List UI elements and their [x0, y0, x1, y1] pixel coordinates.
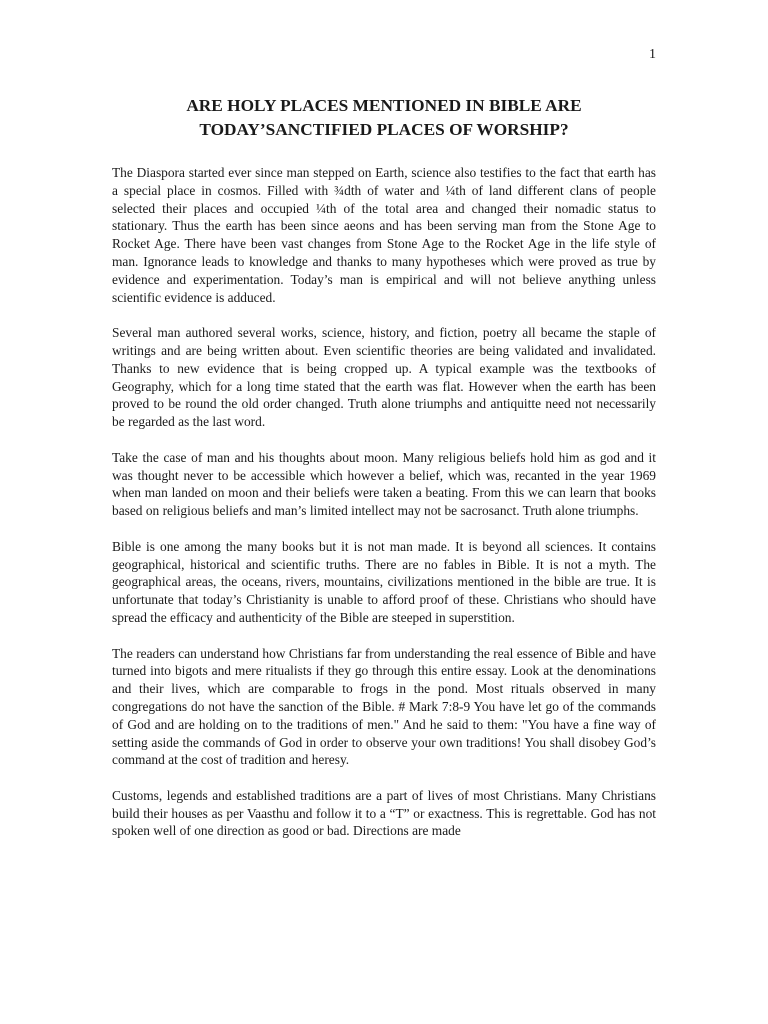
paragraph-readers-ritualists: The readers can understand how Christians far from understanding the real essence of Bible and have turned into bigots and mere ritualists if they go through this entire essay. Look at the denominations and their lives, which are comparable to frogs in the pond. Most rituals observed in many congregations do not have the sanction of the Bible. # Mark 7:8-9 You have let go of the commands of God and are holding on to the traditions of men." And he said to them: "You have a fine way of setting aside the commands of God in order to observe your own traditions! You shall disobey God’s command at the cost of tradition and heresy.	[112, 645, 656, 768]
paragraph-moon: Take the case of man and his thoughts about moon. Many religious beliefs hold him as god and it was thought never to be accessible which however a belief, which was, recanted in the year 1969 when man landed on moon and their beliefs were taken a beating. From this we can learn that books based on religious beliefs and man’s limited intellect may not be sacrosanct. Truth alone triumphs.	[112, 449, 656, 519]
title-line-1: ARE HOLY PLACES MENTIONED IN BIBLE ARE	[186, 96, 582, 115]
document-body	[112, 164, 656, 840]
document-title	[112, 94, 656, 142]
paragraph-customs-vaasthu: Customs, legends and established traditions are a part of lives of most Christians. Many Christians build their houses as per Vaasthu and follow it to a “T” or exactness. This is regrettable. God has not spoken well of one direction as good or bad. Directions are made	[112, 787, 656, 839]
paragraph-authored-works: Several man authored several works, science, history, and fiction, poetry all became the staple of writings and are being written about. Even scientific theories are being validated and invalidated. Thanks to new evidence that is being cropped up. A typical example was the textbooks of Geography, which for a long time stated that the earth was flat. However when the earth has been proved to be round the old order changed. Truth alone triumphs and antiquitte need not necessarily be regarded as the last word.	[112, 325, 656, 430]
paragraph-diaspora: The Diaspora started ever since man stepped on Earth, science also testifies to the fact that earth has a special place in cosmos. Filled with ¾dth of water and ¼th of land different clans of people selected their places and occupied ¼th of the total area and changed their nomadic status to stationary. Thus the earth has been since aeons and has been serving man from the Stone Age to Rocket Age. There have been vast changes from Stone Age to the Rocket Age in the life style of man. Ignorance leads to knowledge and thanks to many hypotheses which were proved as true by evidence and experimentation. Today’s man is empirical and will not believe anything unless scientific evidence is adduced.	[112, 165, 656, 305]
paragraph-bible-truths: Bible is one among the many books but it is not man made. It is beyond all sciences. It contains geographical, historical and scientific truths. There are no fables in Bible. It is not a myth. The geographical areas, the oceans, rivers, mountains, civilizations mentioned in the bible are true. It is unfortunate that today’s Christianity is unable to afford proof of these. Christians who should have spread the efficacy and authenticity of the Bible are steeped in superstition.	[112, 538, 656, 625]
page-number: 1	[649, 47, 656, 62]
title-line-2: TODAY’SANCTIFIED PLACES OF WORSHIP?	[199, 120, 569, 139]
